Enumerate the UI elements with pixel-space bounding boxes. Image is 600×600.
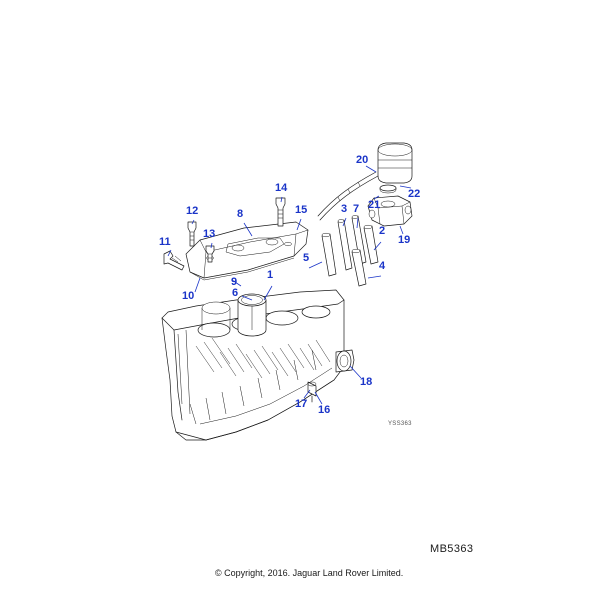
- callout-3: 3: [341, 203, 348, 215]
- copyright-notice: © Copyright, 2016. Jaguar Land Rover Limited.: [215, 568, 404, 578]
- callout-1: 1: [267, 269, 274, 281]
- callout-14: 14: [275, 182, 288, 194]
- callout-16: 16: [318, 404, 331, 416]
- callout-6: 6: [232, 287, 239, 299]
- callout-19: 19: [398, 234, 411, 246]
- callout-21: 21: [368, 199, 381, 211]
- callout-5: 5: [303, 252, 310, 264]
- callout-10: 10: [182, 290, 195, 302]
- cylinder-block-illustration: [162, 287, 354, 440]
- callout-9: 9: [231, 276, 238, 288]
- callout-17: 17: [295, 398, 308, 410]
- callout-18: 18: [360, 376, 373, 388]
- callout-13: 13: [203, 228, 216, 240]
- artwork-code: YSS363: [388, 421, 412, 427]
- callout-22: 22: [408, 188, 421, 200]
- callout-11: 11: [159, 236, 171, 248]
- callout-8: 8: [237, 208, 244, 220]
- part-number: MB5363: [430, 543, 474, 555]
- callout-4: 4: [379, 260, 386, 272]
- callout-2: 2: [379, 225, 386, 237]
- callout-12: 12: [186, 205, 199, 217]
- callout-15: 15: [295, 204, 308, 216]
- callout-20: 20: [356, 154, 369, 166]
- callout-7: 7: [353, 203, 360, 215]
